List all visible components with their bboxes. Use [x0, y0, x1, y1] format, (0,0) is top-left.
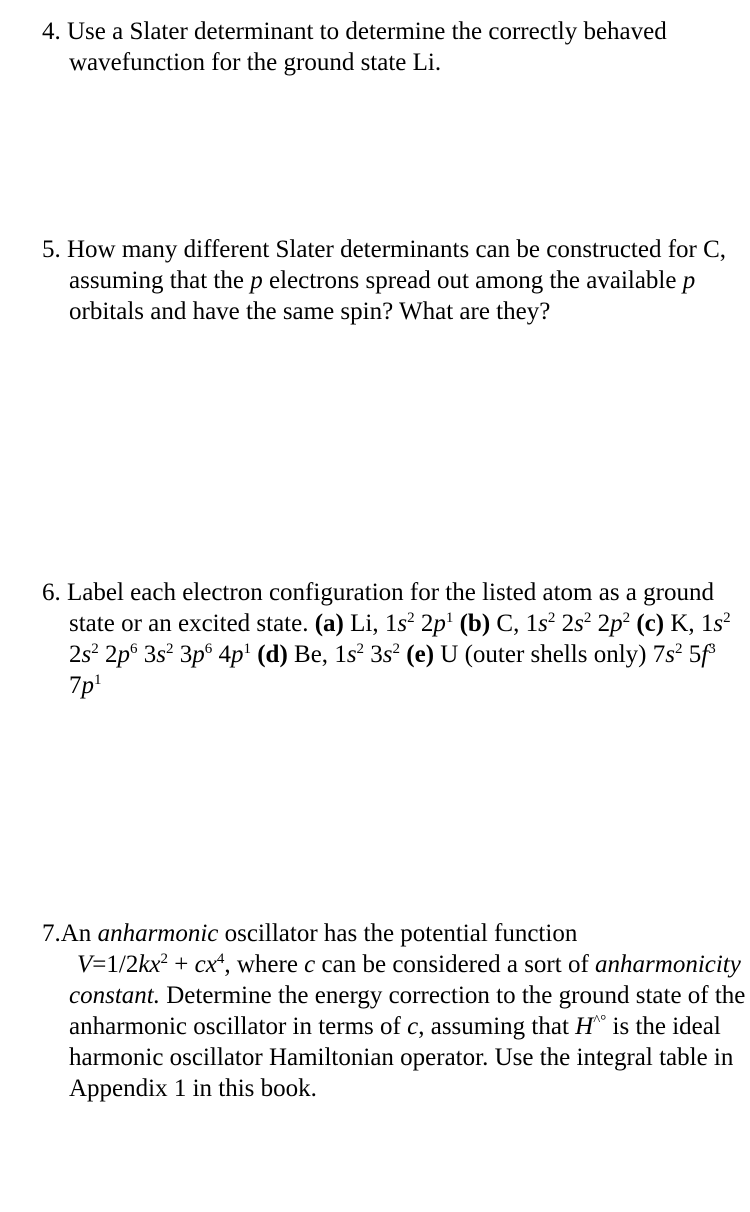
orbital-p: p [250, 267, 263, 294]
problem-text: Use a Slater determinant to determine the correctly behaved wavefunction for the ground state Li. [67, 18, 667, 76]
problem-text: Determine the energy correction to the ground state of the anharmonic oscillator in terms of [69, 982, 746, 1040]
part-label: (a) [314, 610, 344, 637]
part-label: (e) [406, 641, 435, 668]
problem-text: oscillator has the potential function [218, 920, 578, 947]
problem-text: is the ideal harmonic oscillator Hamiltonian operator. Use the integral table in Appendix 1 in this book. [69, 1013, 734, 1102]
part-label: (d) [257, 641, 288, 668]
problem-text: electrons spread out among the available [262, 267, 683, 294]
problem-7 [42, 918, 749, 1104]
potential-equation: $V=1/2kx^2 + cx^4$ [77, 951, 225, 978]
symbol-c: c [304, 951, 316, 978]
symbol-c: c [407, 1013, 419, 1040]
problem-text: orbitals and have the same spin? What are they? [69, 298, 551, 325]
configuration: $1s^2$ $2s^2$ $2p^6$ $3s^2$ $3p^6$ $4p^1$ [69, 610, 731, 668]
configuration: $1s^2$ $2s^2$ $2p^2$ [525, 610, 631, 637]
hamiltonian-superscript: ^° [593, 1013, 607, 1029]
emphasis: anharmonic [97, 920, 219, 947]
problem-text: , assuming that [418, 1013, 576, 1040]
problem-number: 4. [42, 18, 61, 45]
configuration: $1s^2$ $2p^1$ [384, 610, 454, 637]
part-atom: Be, [294, 641, 329, 668]
problem-number: 7. [42, 920, 61, 947]
problem-6 [42, 577, 749, 701]
problem-number: 6. [42, 579, 61, 606]
problem-number: 5. [42, 236, 61, 263]
part-atom: C, [496, 610, 520, 637]
hamiltonian-symbol: H [575, 1013, 594, 1040]
configuration: $1s^2$ $3s^2$ [334, 641, 401, 668]
problem-text: An [60, 920, 98, 947]
problem-text: can be considered a sort of [315, 951, 596, 978]
part-atom: U (outer shells only) [440, 641, 647, 668]
problem-5 [42, 234, 749, 327]
problem-text: , where [224, 951, 305, 978]
part-label: (b) [459, 610, 491, 637]
configuration: $7s^2$ $5f^3$ $7p^1$ [69, 641, 716, 699]
orbital-p: p [682, 267, 696, 294]
part-label: (c) [636, 610, 665, 637]
part-atom: K, [670, 610, 695, 637]
problem-intro: Label each electron configuration for the listed atom as a ground state or an excited state. [67, 579, 714, 637]
problem-text: How many different Slater determinants can be constructed for C, assuming that the [67, 236, 727, 294]
emphasis: anharmonicity constant. [69, 951, 741, 1009]
part-atom: Li, [350, 610, 379, 637]
problem-4 [42, 16, 749, 78]
